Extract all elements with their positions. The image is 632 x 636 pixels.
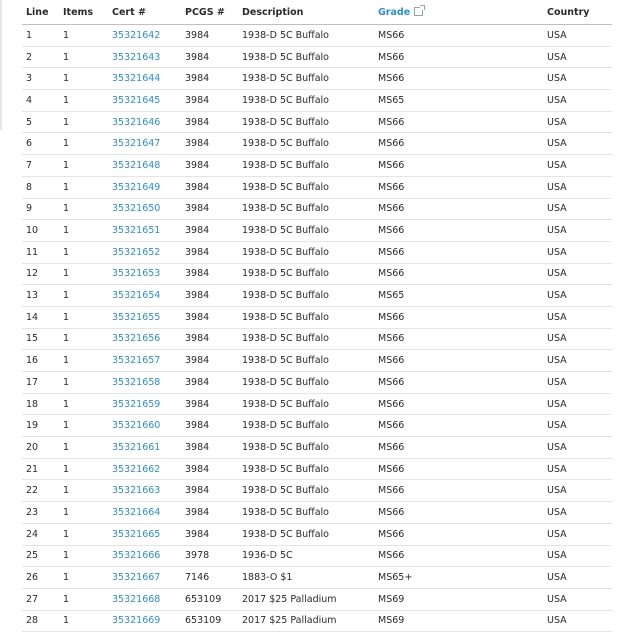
- header-line: Line: [22, 0, 59, 25]
- cell-country: USA: [543, 502, 612, 524]
- cell-line: 11: [22, 241, 59, 263]
- cell-country: USA: [543, 328, 612, 350]
- cell-grade: MS66: [374, 155, 543, 177]
- cell-country: USA: [543, 350, 612, 372]
- cell-cert: [108, 220, 181, 242]
- cell-pcgs: 3984: [181, 46, 238, 68]
- cell-line: 7: [22, 155, 59, 177]
- left-border: [0, 0, 2, 130]
- cell-line: 24: [22, 523, 59, 545]
- cell-cert: [108, 437, 181, 459]
- cell-pcgs: 3984: [181, 502, 238, 524]
- table-row: [22, 567, 612, 589]
- cell-items: 1: [59, 285, 108, 307]
- cell-items: 1: [59, 111, 108, 133]
- cell-items: 1: [59, 220, 108, 242]
- cert-table-container: [22, 0, 612, 632]
- cell-description: 1938-D 5C Buffalo: [238, 328, 374, 350]
- table-row: [22, 415, 612, 437]
- cell-pcgs: 3984: [181, 68, 238, 90]
- cell-description: 1938-D 5C Buffalo: [238, 176, 374, 198]
- table-row: [22, 241, 612, 263]
- cell-items: 1: [59, 25, 108, 47]
- cell-country: USA: [543, 588, 612, 610]
- table-row: [22, 111, 612, 133]
- cell-line: 18: [22, 393, 59, 415]
- cell-pcgs: 653109: [181, 588, 238, 610]
- cell-cert: [108, 480, 181, 502]
- cell-description: 1938-D 5C Buffalo: [238, 458, 374, 480]
- cell-description: 1938-D 5C Buffalo: [238, 133, 374, 155]
- cell-description: 1938-D 5C Buffalo: [238, 111, 374, 133]
- cell-grade: MS66: [374, 415, 543, 437]
- table-row: [22, 220, 612, 242]
- cell-description: 1938-D 5C Buffalo: [238, 437, 374, 459]
- cell-items: 1: [59, 241, 108, 263]
- cell-pcgs: 3978: [181, 545, 238, 567]
- cell-items: 1: [59, 198, 108, 220]
- cell-cert: [108, 588, 181, 610]
- cell-country: USA: [543, 25, 612, 47]
- cell-items: 1: [59, 545, 108, 567]
- grade-link[interactable]: Grade: [378, 6, 411, 18]
- cell-cert: [108, 46, 181, 68]
- cell-cert: [108, 502, 181, 524]
- cert-link[interactable]: 35321651: [112, 225, 161, 237]
- cell-cert: [108, 111, 181, 133]
- cell-items: 1: [59, 480, 108, 502]
- cell-line: 12: [22, 263, 59, 285]
- header-grade: [374, 0, 543, 25]
- cert-link[interactable]: 35321644: [112, 73, 161, 85]
- cert-link[interactable]: 35321658: [112, 376, 161, 388]
- cell-description: 2017 $25 Palladium: [238, 588, 374, 610]
- table-row: [22, 90, 612, 112]
- cell-items: 1: [59, 610, 108, 632]
- cell-line: 27: [22, 588, 59, 610]
- header-items: Items: [59, 0, 108, 25]
- cell-description: 1938-D 5C Buffalo: [238, 523, 374, 545]
- cell-cert: [108, 90, 181, 112]
- cell-country: USA: [543, 176, 612, 198]
- table-row: [22, 545, 612, 567]
- cell-pcgs: 3984: [181, 155, 238, 177]
- cell-country: USA: [543, 306, 612, 328]
- cell-items: 1: [59, 502, 108, 524]
- cell-items: 1: [59, 68, 108, 90]
- cell-country: USA: [543, 155, 612, 177]
- external-link-icon[interactable]: [414, 7, 423, 16]
- cell-pcgs: 3984: [181, 328, 238, 350]
- cell-pcgs: 3984: [181, 220, 238, 242]
- table-row: [22, 393, 612, 415]
- cert-link[interactable]: 35321643: [112, 51, 161, 63]
- cell-grade: MS66: [374, 25, 543, 47]
- cell-cert: [108, 68, 181, 90]
- table-row: [22, 263, 612, 285]
- cell-grade: MS66: [374, 46, 543, 68]
- cell-grade: MS69: [374, 588, 543, 610]
- cert-link[interactable]: 35321661: [112, 441, 161, 453]
- cell-cert: [108, 328, 181, 350]
- cell-description: 1938-D 5C Buffalo: [238, 480, 374, 502]
- cell-pcgs: 3984: [181, 198, 238, 220]
- cell-items: 1: [59, 306, 108, 328]
- cell-cert: [108, 458, 181, 480]
- cell-items: 1: [59, 437, 108, 459]
- cell-items: 1: [59, 350, 108, 372]
- cell-description: 1938-D 5C Buffalo: [238, 25, 374, 47]
- cell-items: 1: [59, 458, 108, 480]
- cell-cert: [108, 523, 181, 545]
- cell-cert: [108, 133, 181, 155]
- cell-pcgs: 3984: [181, 285, 238, 307]
- cell-grade: MS69: [374, 610, 543, 632]
- cell-grade: MS66: [374, 437, 543, 459]
- cell-grade: MS66: [374, 545, 543, 567]
- table-body: [22, 25, 612, 632]
- table-row: [22, 285, 612, 307]
- cell-grade: MS66: [374, 523, 543, 545]
- cell-grade: MS66: [374, 502, 543, 524]
- table-row: [22, 610, 612, 632]
- cell-country: USA: [543, 523, 612, 545]
- cell-items: 1: [59, 415, 108, 437]
- cell-pcgs: 3984: [181, 176, 238, 198]
- table-row: [22, 176, 612, 198]
- cell-grade: MS65+: [374, 567, 543, 589]
- cert-link[interactable]: 35321664: [112, 506, 161, 518]
- cert-link[interactable]: 35321649: [112, 181, 161, 193]
- table-row: [22, 523, 612, 545]
- cell-cert: [108, 306, 181, 328]
- cell-grade: MS66: [374, 111, 543, 133]
- cell-description: 2017 $25 Palladium: [238, 610, 374, 632]
- cell-cert: [108, 263, 181, 285]
- cell-description: 1938-D 5C Buffalo: [238, 393, 374, 415]
- cert-link[interactable]: 35321654: [112, 290, 161, 302]
- cell-line: 2: [22, 46, 59, 68]
- cell-cert: [108, 176, 181, 198]
- cell-pcgs: 653109: [181, 610, 238, 632]
- cell-grade: MS66: [374, 263, 543, 285]
- cell-grade: MS66: [374, 133, 543, 155]
- cell-grade: MS66: [374, 393, 543, 415]
- cell-pcgs: 7146: [181, 567, 238, 589]
- table-row: [22, 46, 612, 68]
- table-row: [22, 133, 612, 155]
- cert-link[interactable]: 35321657: [112, 355, 161, 367]
- cell-country: USA: [543, 372, 612, 394]
- cell-description: 1938-D 5C Buffalo: [238, 198, 374, 220]
- cell-grade: MS66: [374, 480, 543, 502]
- cell-cert: [108, 25, 181, 47]
- cell-pcgs: 3984: [181, 90, 238, 112]
- cell-description: 1938-D 5C Buffalo: [238, 46, 374, 68]
- cell-grade: MS66: [374, 220, 543, 242]
- cell-items: 1: [59, 328, 108, 350]
- cert-link[interactable]: 35321653: [112, 268, 161, 280]
- cell-pcgs: 3984: [181, 133, 238, 155]
- cell-grade: MS66: [374, 458, 543, 480]
- cell-line: 25: [22, 545, 59, 567]
- cell-cert: [108, 372, 181, 394]
- cell-country: USA: [543, 545, 612, 567]
- cell-country: USA: [543, 90, 612, 112]
- cell-items: 1: [59, 46, 108, 68]
- cell-items: 1: [59, 90, 108, 112]
- cell-country: USA: [543, 46, 612, 68]
- cell-country: USA: [543, 133, 612, 155]
- cell-pcgs: 3984: [181, 241, 238, 263]
- cert-link[interactable]: 35321666: [112, 550, 161, 562]
- cell-cert: [108, 545, 181, 567]
- cell-grade: MS66: [374, 241, 543, 263]
- cell-line: 5: [22, 111, 59, 133]
- cert-link[interactable]: 35321663: [112, 485, 161, 497]
- cell-country: USA: [543, 263, 612, 285]
- cell-description: 1938-D 5C Buffalo: [238, 155, 374, 177]
- cell-line: 19: [22, 415, 59, 437]
- cell-cert: [108, 241, 181, 263]
- cell-country: USA: [543, 220, 612, 242]
- cert-link[interactable]: 35321667: [112, 572, 161, 584]
- cert-link[interactable]: 35321650: [112, 203, 161, 215]
- cell-country: USA: [543, 610, 612, 632]
- cell-items: 1: [59, 155, 108, 177]
- cell-grade: MS66: [374, 68, 543, 90]
- cell-pcgs: 3984: [181, 372, 238, 394]
- cell-country: USA: [543, 285, 612, 307]
- cert-link[interactable]: 35321660: [112, 420, 161, 432]
- cell-cert: [108, 610, 181, 632]
- cell-pcgs: 3984: [181, 480, 238, 502]
- cell-country: USA: [543, 480, 612, 502]
- cell-line: 20: [22, 437, 59, 459]
- cell-cert: [108, 285, 181, 307]
- cell-pcgs: 3984: [181, 415, 238, 437]
- cell-line: 3: [22, 68, 59, 90]
- cell-grade: MS66: [374, 328, 543, 350]
- cell-line: 1: [22, 25, 59, 47]
- cell-line: 28: [22, 610, 59, 632]
- cell-line: 14: [22, 306, 59, 328]
- cell-description: 1938-D 5C Buffalo: [238, 350, 374, 372]
- cell-country: USA: [543, 458, 612, 480]
- table-row: [22, 437, 612, 459]
- cell-pcgs: 3984: [181, 437, 238, 459]
- cell-description: 1938-D 5C Buffalo: [238, 241, 374, 263]
- cell-cert: [108, 415, 181, 437]
- cell-line: 22: [22, 480, 59, 502]
- table-row: [22, 68, 612, 90]
- cell-pcgs: 3984: [181, 523, 238, 545]
- cell-line: 10: [22, 220, 59, 242]
- cert-link[interactable]: 35321659: [112, 398, 161, 410]
- cell-description: 1938-D 5C Buffalo: [238, 502, 374, 524]
- header-pcgs: PCGS #: [181, 0, 238, 25]
- cell-line: 13: [22, 285, 59, 307]
- cert-link[interactable]: 35321648: [112, 159, 161, 171]
- cell-pcgs: 3984: [181, 393, 238, 415]
- cell-grade: MS66: [374, 176, 543, 198]
- cell-cert: [108, 393, 181, 415]
- cell-description: 1938-D 5C Buffalo: [238, 372, 374, 394]
- cell-grade: MS66: [374, 372, 543, 394]
- cell-description: 1938-D 5C Buffalo: [238, 90, 374, 112]
- cell-items: 1: [59, 523, 108, 545]
- cell-items: 1: [59, 176, 108, 198]
- cert-link[interactable]: 35321662: [112, 463, 161, 475]
- cell-country: USA: [543, 437, 612, 459]
- cell-line: 15: [22, 328, 59, 350]
- cell-items: 1: [59, 588, 108, 610]
- cert-link[interactable]: 35321669: [112, 615, 161, 627]
- cell-items: 1: [59, 133, 108, 155]
- table-row: [22, 25, 612, 47]
- cell-country: USA: [543, 241, 612, 263]
- cell-description: 1938-D 5C Buffalo: [238, 68, 374, 90]
- cell-line: 9: [22, 198, 59, 220]
- cell-line: 17: [22, 372, 59, 394]
- cert-link[interactable]: 35321646: [112, 116, 161, 128]
- cell-line: 26: [22, 567, 59, 589]
- table-row: [22, 350, 612, 372]
- cert-link[interactable]: 35321668: [112, 593, 161, 605]
- table-row: [22, 480, 612, 502]
- cell-country: USA: [543, 198, 612, 220]
- table-row: [22, 502, 612, 524]
- table-row: [22, 198, 612, 220]
- table-row: [22, 328, 612, 350]
- cert-link[interactable]: 35321645: [112, 94, 161, 106]
- table-header-row: [22, 0, 612, 25]
- cell-pcgs: 3984: [181, 111, 238, 133]
- cell-items: 1: [59, 393, 108, 415]
- cell-cert: [108, 155, 181, 177]
- cell-description: 1938-D 5C Buffalo: [238, 306, 374, 328]
- cell-cert: [108, 198, 181, 220]
- cell-country: USA: [543, 415, 612, 437]
- header-country: Country: [543, 0, 612, 25]
- cert-link[interactable]: 35321656: [112, 333, 161, 345]
- cell-pcgs: 3984: [181, 25, 238, 47]
- cell-pcgs: 3984: [181, 263, 238, 285]
- cell-grade: MS66: [374, 350, 543, 372]
- cell-line: 16: [22, 350, 59, 372]
- cell-pcgs: 3984: [181, 306, 238, 328]
- cert-link[interactable]: 35321665: [112, 528, 161, 540]
- header-description: Description: [238, 0, 374, 25]
- cell-pcgs: 3984: [181, 350, 238, 372]
- cell-grade: MS66: [374, 306, 543, 328]
- cell-line: 8: [22, 176, 59, 198]
- cell-country: USA: [543, 393, 612, 415]
- cell-description: 1883-O $1: [238, 567, 374, 589]
- cell-country: USA: [543, 111, 612, 133]
- cell-pcgs: 3984: [181, 458, 238, 480]
- cert-link[interactable]: 35321652: [112, 246, 161, 258]
- cell-items: 1: [59, 372, 108, 394]
- cell-description: 1936-D 5C: [238, 545, 374, 567]
- table-row: [22, 372, 612, 394]
- cert-link[interactable]: 35321647: [112, 138, 161, 150]
- table-row: [22, 306, 612, 328]
- cert-link[interactable]: 35321655: [112, 311, 161, 323]
- cell-cert: [108, 350, 181, 372]
- cell-line: 4: [22, 90, 59, 112]
- table-row: [22, 155, 612, 177]
- cert-table: [22, 0, 612, 632]
- cell-items: 1: [59, 567, 108, 589]
- cell-line: 21: [22, 458, 59, 480]
- cell-description: 1938-D 5C Buffalo: [238, 263, 374, 285]
- cell-description: 1938-D 5C Buffalo: [238, 220, 374, 242]
- cell-country: USA: [543, 567, 612, 589]
- cell-description: 1938-D 5C Buffalo: [238, 285, 374, 307]
- cell-items: 1: [59, 263, 108, 285]
- table-row: [22, 458, 612, 480]
- cell-cert: [108, 567, 181, 589]
- cell-grade: MS65: [374, 285, 543, 307]
- cell-grade: MS65: [374, 90, 543, 112]
- cell-line: 6: [22, 133, 59, 155]
- cell-grade: MS66: [374, 198, 543, 220]
- header-cert: Cert #: [108, 0, 181, 25]
- table-row: [22, 588, 612, 610]
- cell-description: 1938-D 5C Buffalo: [238, 415, 374, 437]
- cell-line: 23: [22, 502, 59, 524]
- cell-country: USA: [543, 68, 612, 90]
- cert-link[interactable]: 35321642: [112, 29, 161, 41]
